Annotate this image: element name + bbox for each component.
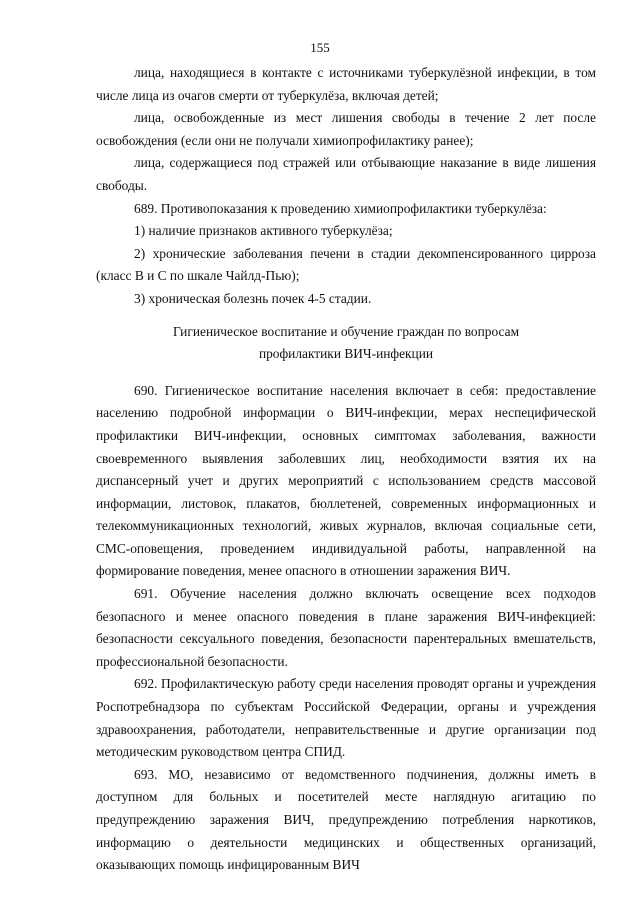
paragraph-693: 693. МО, независимо от ведомственного подчинения, должны иметь в доступном для больных и посетителей месте наглядную агитацию по предупреждению заражения ВИЧ, предупреждению потребления наркотиков, информацию о деятельности медицинских и общественных организаций, оказывающих помощь инфицированным ВИЧ xyxy=(96,766,596,873)
contraindication-item: 1) наличие признаков активного туберкулёза; xyxy=(134,223,393,239)
list-item: лица, находящиеся в контакте с источниками туберкулёзной инфекции, в том числе лица из очагов смерти от туберкулёза, включая детей; xyxy=(96,65,596,103)
document-body xyxy=(96,62,596,877)
list-item: лица, освобожденные из мест лишения свободы в течение 2 лет после освобождения (если они не получали химиопрофилактику ранее); xyxy=(96,110,596,148)
contraindication-item: 2) хронические заболевания печени в стадии декомпенсированного цирроза (класс В и С по шкале Чайлд-Пью); xyxy=(96,245,596,284)
paragraph-689: 689. Противопоказания к проведению химиопрофилактики туберкулёза: xyxy=(134,200,547,216)
contraindication-item: 3) хроническая болезнь почек 4-5 стадии. xyxy=(134,290,372,306)
section-heading-line: профилактики ВИЧ-инфекции xyxy=(258,346,434,362)
paragraph-692: 692. Профилактическую работу среди населения проводят органы и учреждения Роспотребнадзора по субъектам Российской Федерации, органы и учреждения здравоохранения, работодатели, неправительственные и другие организации под методическим руководством центра СПИД. xyxy=(96,676,596,760)
section-heading xyxy=(96,321,596,366)
paragraph-691: 691. Обучение населения должно включать освещение всех подходов безопасного и менее опасного поведения в плане заражения ВИЧ-инфекцией: безопасности сексуального поведения, безопасности парентеральных вмешательств, профессиональной безопасности. xyxy=(96,586,596,669)
section-heading-line: Гигиеническое воспитание и обучение граждан по вопросам xyxy=(172,323,520,339)
page-number: 155 xyxy=(310,40,330,55)
paragraph-690: 690. Гигиеническое воспитание населения включает в себя: предоставление населению подробной информации о ВИЧ-инфекции, мерах неспецифической профилактики ВИЧ-инфекции, основных симптомах заболевания, важности своевременного выявления заболевших лиц, необходимости взятия их на диспансерный учет и других мероприятий с использованием средств массовой информации, листовок, плакатов, бюллетеней, современных информационных и телекоммуникационных технологий, живых журналов, включая социальные сети, СМС-оповещения, проведением индивидуальной работы, направленной на формирование поведения, менее опасного в отношении заражения ВИЧ. xyxy=(96,382,596,579)
list-item: лица, содержащиеся под стражей или отбывающие наказание в виде лишения свободы. xyxy=(96,155,596,193)
